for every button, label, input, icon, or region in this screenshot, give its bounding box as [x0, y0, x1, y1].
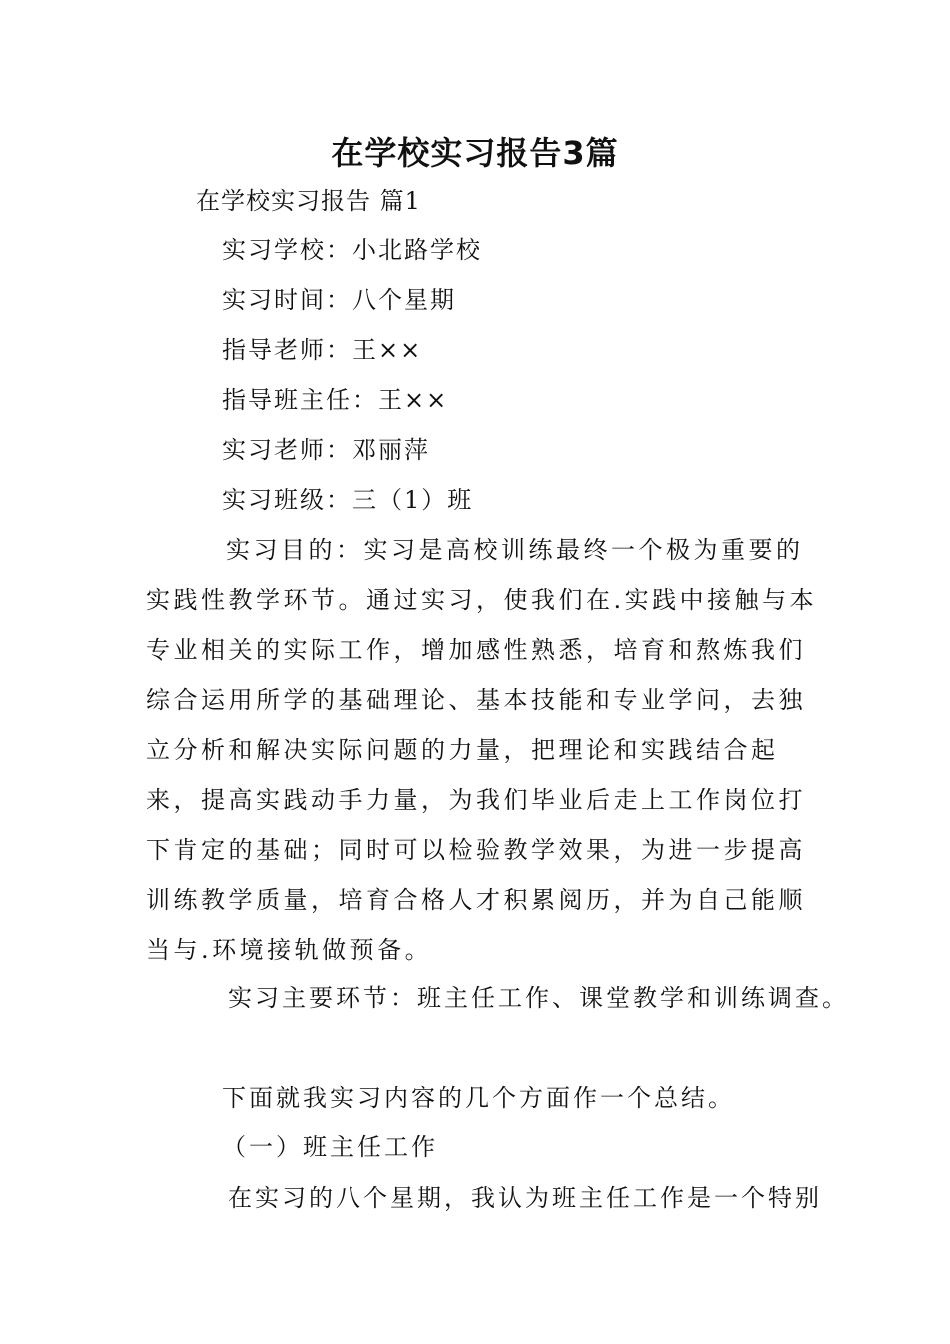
- purpose-paragraph: 实习目的：实习是高校训练最终一个极为重要的实践性教学环节。通过实习，使我们在.实践中接触与本专业相关的实际工作，增加感性熟悉，培育和熬炼我们综合运用所学的基础理论、基本技能和专业学问，去独立分析和解决实际问题的力量，把理论和实践结合起来，提高实践动手力量，为我们毕业后走上工作岗位打下肯定的基础；同时可以检验教学效果，为进一步提高训练教学质量，培育合格人才积累阅历，并为自己能顺当与.环境接轨做预备。: [146, 536, 818, 964]
- section1-text: 在实习的八个星期，我认为班主任工作是一个特别: [228, 1184, 822, 1212]
- info-duration: 实习时间：八个星期: [222, 286, 456, 314]
- report-subtitle: 在学校实习报告 篇1: [196, 187, 421, 215]
- section1-heading: （一）班主任工作: [222, 1133, 438, 1161]
- main-links-line: 实习主要环节：班主任工作、课堂教学和训练调查。: [228, 984, 849, 1012]
- info-head-teacher: 指导班主任：王××: [222, 386, 449, 414]
- summary-intro-line: 下面就我实习内容的几个方面作一个总结。: [222, 1084, 735, 1112]
- info-school: 实习学校：小北路学校: [222, 236, 482, 264]
- info-intern: 实习老师：邓丽萍: [222, 436, 430, 464]
- info-class: 实习班级：三（1）班: [222, 486, 474, 514]
- document-title: 在学校实习报告3篇: [331, 134, 619, 172]
- info-advisor: 指导老师：王××: [222, 336, 423, 364]
